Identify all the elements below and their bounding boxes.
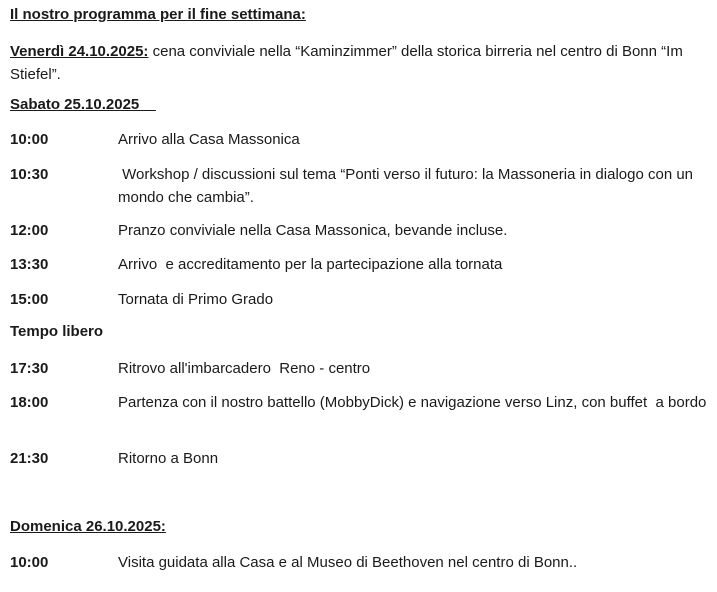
friday-entry (10, 40, 705, 86)
schedule-time: 10:30 (10, 166, 49, 183)
schedule-time: 10:00 (10, 131, 49, 148)
sunday-heading: Domenica 26.10.2025: (10, 518, 166, 535)
schedule-text: Tornata di Primo Grado (118, 291, 274, 308)
schedule-text: Workshop / discussioni sul tema “Ponti verso il futuro: la Massoneria in dialogo con un mondo che cambia”. (118, 166, 698, 206)
schedule-time: 10:00 (10, 554, 49, 571)
schedule-time: 15:00 (10, 291, 49, 308)
schedule-text: Ritrovo all'imbarcadero Reno - centro (118, 360, 371, 377)
schedule-time: 12:00 (10, 222, 49, 239)
schedule-text: Pranzo conviviale nella Casa Massonica, bevande incluse. (118, 222, 508, 239)
schedule-time: 17:30 (10, 360, 49, 377)
saturday-heading: Sabato 25.10.2025 (10, 96, 156, 113)
friday-text: cena conviviale nella “Kaminzimmer” della storica birreria nel centro di Bonn “Im Stiefel”. (10, 43, 683, 83)
schedule-time: 21:30 (10, 450, 49, 467)
page-title: Il nostro programma per il fine settimana: (10, 6, 306, 23)
schedule-time: 13:30 (10, 256, 49, 273)
free-time-label: Tempo libero (10, 323, 104, 340)
schedule-time: 18:00 (10, 394, 49, 411)
schedule-text: Arrivo alla Casa Massonica (118, 131, 300, 148)
schedule-text: Arrivo e accreditamento per la partecipazione alla tornata (118, 256, 503, 273)
schedule-text: Ritorno a Bonn (118, 450, 219, 467)
schedule-text: Visita guidata alla Casa e al Museo di Beethoven nel centro di Bonn.. (118, 554, 578, 571)
schedule-text: Partenza con il nostro battello (MobbyDick) e navigazione verso Linz, con buffet a bordo (118, 394, 707, 411)
friday-date: Venerdì 24.10.2025: (10, 43, 149, 60)
